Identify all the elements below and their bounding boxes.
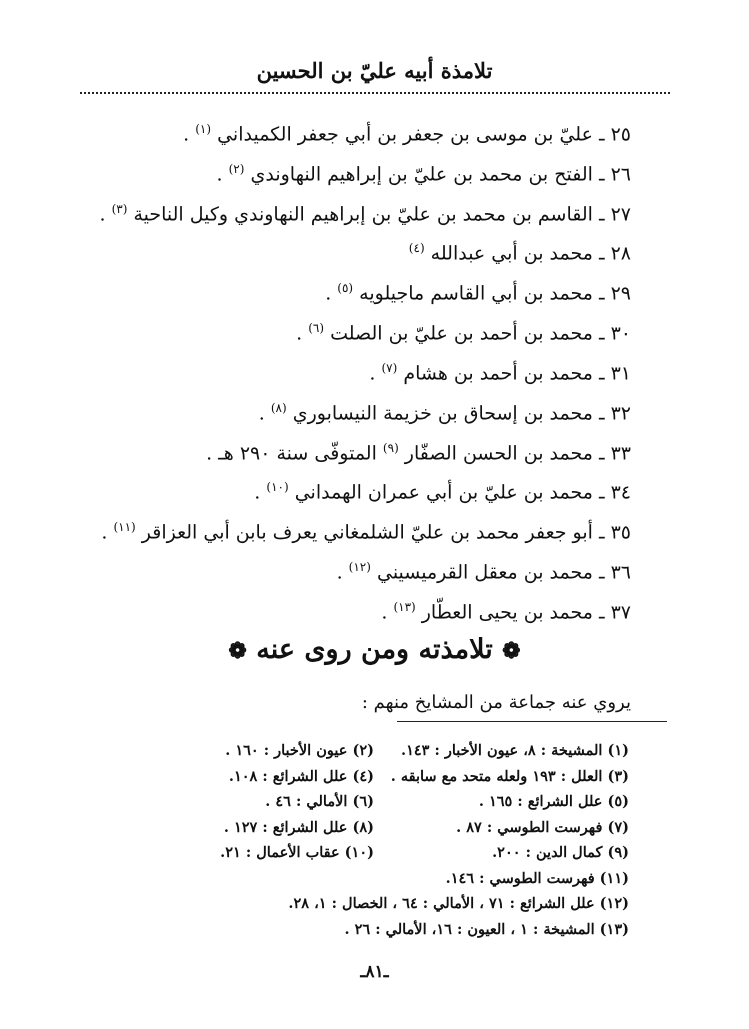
footnote-marker: (١٢) <box>348 560 371 575</box>
item-text: ٣٧ ـ محمد بن يحيى العطّار <box>421 601 631 624</box>
list-item <box>71 550 631 590</box>
list-item <box>71 391 631 431</box>
running-title: تلامذة أبيه عليّ بن الحسين <box>256 58 493 83</box>
footnote-marker: (١٣) <box>393 599 416 614</box>
footnote-marker: (٧) <box>381 360 398 375</box>
ornament-icon: ❁ <box>502 638 521 664</box>
item-text: ٣٥ ـ أبو جعفر محمد بن عليّ الشلمغاني يعرف بابن أبي العزاقر <box>141 521 631 544</box>
section-title: تلامذته ومن روى عنه <box>256 634 493 665</box>
item-end: المتوفّى سنة ٢٩٠ هـ . <box>206 441 383 464</box>
list-item <box>71 152 631 192</box>
footnotes <box>129 738 629 942</box>
footnote: (٥) علل الشرائع : ١٦٥ . <box>478 793 629 810</box>
item-text: ٢٦ ـ الفتح بن محمد بن عليّ بن إبراهيم النهاوندي <box>250 163 631 186</box>
section-intro: يروي عنه جماعة من المشايخ منهم : <box>361 692 631 713</box>
footnote-marker: (٥) <box>337 281 354 296</box>
footnote-row <box>129 764 629 790</box>
footnote: (١) المشيخة : ٨، عيون الأخبار : ١٤٣. <box>401 742 629 759</box>
footnote-row <box>129 840 629 866</box>
item-end: . <box>216 163 229 186</box>
footnote-row <box>129 789 629 815</box>
footnote-separator <box>397 721 667 722</box>
footnote-marker: (٣) <box>111 201 128 216</box>
item-text: ٢٧ ـ القاسم بن محمد بن عليّ بن إبراهيم النهاوندي وكيل الناحية <box>133 202 631 225</box>
list-item <box>71 192 631 232</box>
footnote: (٤) علل الشرائع : ١٠٨. <box>228 767 374 785</box>
item-end: . <box>336 561 349 584</box>
footnote: (١١) فهرست الطوسي : ١٤٦. <box>445 869 629 887</box>
student-list <box>71 112 631 630</box>
footnote: (٧) فهرست الطوسي : ٨٧ . <box>456 818 629 836</box>
item-text: ٢٥ ـ عليّ بن موسى بن جعفر بن أبي جعفر الكميداني <box>217 123 631 146</box>
footnote-marker: (٢) <box>228 161 245 176</box>
item-end: . <box>258 402 271 425</box>
header-dotted-rule <box>80 92 670 94</box>
footnote: (١٠) عقاب الأعمال : ٢١. <box>220 844 374 861</box>
list-item <box>71 590 631 630</box>
item-text: ٢٩ ـ محمد بن أبي القاسم ماجيلويه <box>359 282 631 305</box>
footnote: (٩) كمال الدين : ٢٠٠. <box>492 844 629 861</box>
list-item <box>71 311 631 351</box>
list-item <box>71 470 631 510</box>
footnote: (٨) علل الشرائع : ١٢٧ . <box>223 818 374 836</box>
footnote-row <box>129 815 629 841</box>
ornament-icon: ❁ <box>228 638 247 664</box>
item-end: . <box>99 202 112 225</box>
footnote: (٢) عيون الأخبار : ١٦٠ . <box>225 742 374 759</box>
footnote-marker: (٤) <box>408 241 425 256</box>
item-text: ٣٢ ـ محمد بن إسحاق بن خزيمة النيسابوري <box>292 402 631 425</box>
footnote: (١٢) علل الشرائع : ٧١ ، الأمالي : ٦٤ ، الخصال : ١، ٢٨. <box>288 895 629 912</box>
footnote-marker: (١) <box>195 122 212 136</box>
item-end: . <box>381 601 394 624</box>
footnote: (٣) العلل : ١٩٣ ولعله متحد مع سابقه . <box>390 767 629 785</box>
item-end: . <box>325 282 338 305</box>
footnote-marker: (١١) <box>113 520 136 535</box>
footnote-marker: (٩) <box>382 440 399 455</box>
list-item <box>71 351 631 391</box>
item-text: ٢٨ ـ محمد بن أبي عبدالله <box>430 242 631 265</box>
item-end: . <box>369 362 382 385</box>
item-end: . <box>296 322 309 345</box>
footnote: (٦) الأمالي : ٤٦ . <box>265 793 374 810</box>
item-text: ٣٣ ـ محمد بن الحسن الصفّار <box>404 441 631 464</box>
list-item <box>71 510 631 550</box>
item-end: . <box>254 481 267 504</box>
page-number: ـ٨١ـ <box>360 962 389 982</box>
footnote-marker: (٨) <box>270 400 287 415</box>
section-heading <box>0 630 749 671</box>
list-item <box>71 231 631 271</box>
item-end: . <box>101 521 114 544</box>
item-end: . <box>183 123 196 146</box>
item-text: ٣٦ ـ محمد بن معقل القرميسيني <box>376 561 631 584</box>
item-text: ٣١ ـ محمد بن أحمد بن هشام <box>403 362 631 385</box>
footnote: (١٣) المشيخة : ١ ، العيون : ١٦، الأمالي : ٢٦ . <box>344 920 629 938</box>
footnote-marker: (١٠) <box>266 480 289 495</box>
list-item <box>71 112 631 152</box>
item-text: ٣٠ ـ محمد بن أحمد بن عليّ بن الصلت <box>330 322 631 345</box>
footnote-row <box>129 738 629 764</box>
footnote-marker: (٦) <box>308 321 325 336</box>
item-text: ٣٤ ـ محمد بن عليّ بن أبي عمران الهمداني <box>294 481 631 504</box>
list-item <box>71 431 631 471</box>
list-item <box>71 271 631 311</box>
